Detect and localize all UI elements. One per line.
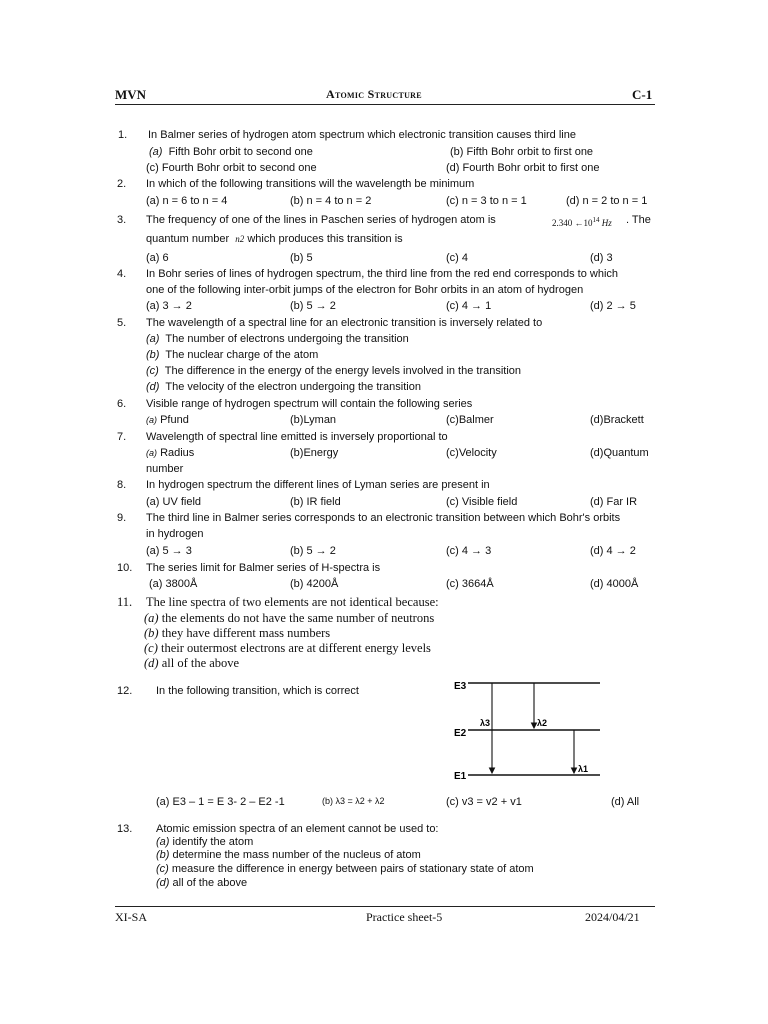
option-d: (d) 3 xyxy=(590,252,613,264)
option-d xyxy=(156,877,247,889)
option-label: (d) xyxy=(144,656,159,670)
option-a xyxy=(156,836,253,848)
wavelength-label-l3: λ3 xyxy=(480,718,491,728)
option-b: (b) Fifth Bohr orbit to first one xyxy=(450,146,594,158)
option-a: (a) E3 – 1 = E 3- 2 – E2 -1 xyxy=(156,796,285,808)
question-text-line2: in hydrogen xyxy=(146,528,204,540)
option-d: (d) 2 → 5 xyxy=(590,300,636,312)
option-c: (c) 4 → 1 xyxy=(446,300,492,312)
question-number: 3. xyxy=(117,214,127,226)
option-b: (b) 5 xyxy=(290,252,313,264)
option-text: their outermost electrons are at different energy levels xyxy=(161,641,431,655)
question-number: 11. xyxy=(117,595,133,609)
question-text-end: . The xyxy=(626,214,651,226)
option-a xyxy=(149,146,313,158)
option-text: determine the mass number of the nucleus of atom xyxy=(172,849,421,861)
option-label: (c) xyxy=(156,863,169,875)
header-left: MVN xyxy=(115,87,147,102)
option-b: (b) IR field xyxy=(290,496,341,508)
question-text: The series limit for Balmer series of H-spectra is xyxy=(146,562,381,574)
option-text: Pfund xyxy=(160,414,189,426)
option-a xyxy=(146,447,194,459)
option-b xyxy=(144,626,330,641)
option-d: (d) Far IR xyxy=(590,496,638,508)
text-part: which produces this transition is xyxy=(247,233,403,245)
option-c: (c)Balmer xyxy=(446,414,494,426)
option-c xyxy=(144,641,431,656)
option-label: (d) xyxy=(156,877,170,889)
question-text: In Bohr series of lines of hydrogen spectrum, the third line from the red end corresponds to which xyxy=(146,268,619,280)
question-number: 5. xyxy=(117,317,127,329)
option-c xyxy=(156,863,534,875)
option-b: (b)Energy xyxy=(290,447,339,459)
question-text-line2 xyxy=(146,233,403,245)
frequency-exponent: 14 xyxy=(592,216,600,224)
header-right: C-1 xyxy=(632,87,653,102)
option-label: (b) xyxy=(146,349,160,361)
option-b: (b) 5 → 2 xyxy=(290,300,336,312)
option-text: all of the above xyxy=(172,877,248,889)
option-b: (b) n = 4 to n = 2 xyxy=(290,195,372,207)
option-label: (a) xyxy=(149,146,163,158)
option-c: (c) n = 3 to n = 1 xyxy=(446,195,527,207)
option-text: all of the above xyxy=(161,656,240,670)
option-a: (a) UV field xyxy=(146,496,202,508)
energy-level-diagram xyxy=(440,668,615,783)
question-text: Atomic emission spectra of an element cannot be used to: xyxy=(156,823,439,835)
footer-center: Practice sheet-5 xyxy=(366,910,443,924)
option-label: (a) xyxy=(146,415,157,425)
text-part: quantum number xyxy=(146,233,230,245)
question-number: 1. xyxy=(118,129,128,141)
option-c: (c) Fourth Bohr orbit to second one xyxy=(146,162,317,174)
option-text: Fifth Bohr orbit to second one xyxy=(168,146,313,158)
option-label: (c) xyxy=(146,365,159,377)
option-d: (d) All xyxy=(611,796,640,808)
option-text: measure the difference in energy between pairs of stationary state of atom xyxy=(171,863,534,875)
option-d-continued: number xyxy=(146,463,184,475)
option-a: (a) n = 6 to n = 4 xyxy=(146,195,228,207)
frequency-unit: Hz xyxy=(601,218,612,228)
option-text: they have different mass numbers xyxy=(161,626,331,640)
option-label: (b) xyxy=(156,849,170,861)
option-text: the elements do not have the same number of neutrons xyxy=(161,611,435,625)
option-text: The nuclear charge of the atom xyxy=(165,349,319,361)
question-text: The frequency of one of the lines in Paschen series of hydrogen atom is xyxy=(146,214,496,226)
option-d: (d) n = 2 to n = 1 xyxy=(566,195,648,207)
option-label: (a) xyxy=(156,836,170,848)
option-d: (d) 4000Å xyxy=(590,578,639,590)
option-c: (c)Velocity xyxy=(446,447,497,459)
option-a xyxy=(146,414,189,426)
option-text: The velocity of the electron undergoing the transition xyxy=(165,381,421,393)
option-a: (a) 3800Å xyxy=(149,578,198,590)
question-text: Wavelength of spectral line emitted is inversely proportional to xyxy=(146,431,448,443)
option-d: (d)Quantum xyxy=(590,447,649,459)
option-d xyxy=(144,656,239,671)
option-a: (a) 5 → 3 xyxy=(146,545,192,557)
frequency-base: 10 xyxy=(583,218,593,228)
option-c: (c) 4 → 3 xyxy=(446,545,492,557)
option-text: identify the atom xyxy=(172,836,254,848)
option-c: (c) Visible field xyxy=(446,496,518,508)
option-d: (d) 4 → 2 xyxy=(590,545,636,557)
option-d: (d) Fourth Bohr orbit to first one xyxy=(446,162,600,174)
question-text: The line spectra of two elements are not identical because: xyxy=(146,595,439,609)
frequency-value: 2.340 $\leftarrow 10^{14}$ Hz xyxy=(552,216,612,228)
question-number: 6. xyxy=(117,398,127,410)
level-label-e1: E1 xyxy=(454,771,467,782)
question-number: 10. xyxy=(117,562,133,574)
footer-date: 2024/04/21 xyxy=(585,910,640,924)
option-a: (a) 3 → 2 xyxy=(146,300,192,312)
question-number: 2. xyxy=(117,178,127,190)
option-c: (c) 4 xyxy=(446,252,468,264)
option-label: (c) xyxy=(144,641,158,655)
option-c xyxy=(146,365,521,377)
question-number: 9. xyxy=(117,512,127,524)
option-d: (d)Brackett xyxy=(590,414,644,426)
footer-left: XI-SA xyxy=(115,910,147,924)
option-label: (a) xyxy=(144,611,159,625)
level-label-e2: E2 xyxy=(454,728,467,739)
footer-rule xyxy=(115,906,655,907)
option-d xyxy=(146,381,421,393)
option-label: (a) xyxy=(146,333,160,345)
page-title: Atomic Structure xyxy=(326,87,422,101)
option-text: Radius xyxy=(160,447,195,459)
question-text: The wavelength of a spectral line for an electronic transition is inversely related to xyxy=(146,317,543,329)
option-label: (d) xyxy=(146,381,160,393)
option-a xyxy=(146,333,409,345)
question-number: 12. xyxy=(117,685,133,697)
wavelength-label-l1: λ1 xyxy=(578,764,589,774)
option-label: (b) xyxy=(144,626,159,640)
option-label: (a) xyxy=(146,448,157,458)
question-number: 4. xyxy=(117,268,127,280)
question-text-line2: one of the following inter-orbit jumps of the electron for Bohr orbits in an atom of hydrogen xyxy=(146,284,584,296)
question-number: 7. xyxy=(117,431,127,443)
question-text: In which of the following transitions will the wavelength be minimum xyxy=(146,178,475,190)
option-c: (c) 3664Å xyxy=(446,578,494,590)
header-rule xyxy=(115,104,655,105)
variable: n2 xyxy=(235,234,245,244)
option-b: (b) 5 → 2 xyxy=(290,545,336,557)
question-number: 8. xyxy=(117,479,127,491)
option-text: The difference in the energy of the energy levels involved in the transition xyxy=(164,365,522,377)
frequency-mantissa: 2.340 xyxy=(552,218,573,228)
option-a: (a) 6 xyxy=(146,252,169,264)
option-b: (b)Lyman xyxy=(290,414,337,426)
option-text: The number of electrons undergoing the transition xyxy=(165,333,409,345)
option-a xyxy=(144,611,434,626)
question-text: In hydrogen spectrum the different lines of Lyman series are present in xyxy=(146,479,490,491)
question-text: In Balmer series of hydrogen atom spectrum which electronic transition causes third line xyxy=(148,129,576,141)
question-number: 13. xyxy=(117,823,133,835)
option-b xyxy=(156,849,421,861)
option-b: (b) λ3 = λ2 + λ2 xyxy=(322,796,385,806)
question-text: The third line in Balmer series corresponds to an electronic transition between which Bohr's orbits xyxy=(146,512,621,524)
question-text: Visible range of hydrogen spectrum will contain the following series xyxy=(146,398,473,410)
option-c: (c) v3 = v2 + v1 xyxy=(446,796,522,808)
wavelength-label-l2: λ2 xyxy=(537,718,548,728)
level-label-e3: E3 xyxy=(454,681,467,692)
option-b: (b) 4200Å xyxy=(290,578,339,590)
question-text: In the following transition, which is correct xyxy=(156,685,359,697)
option-b xyxy=(146,349,318,361)
